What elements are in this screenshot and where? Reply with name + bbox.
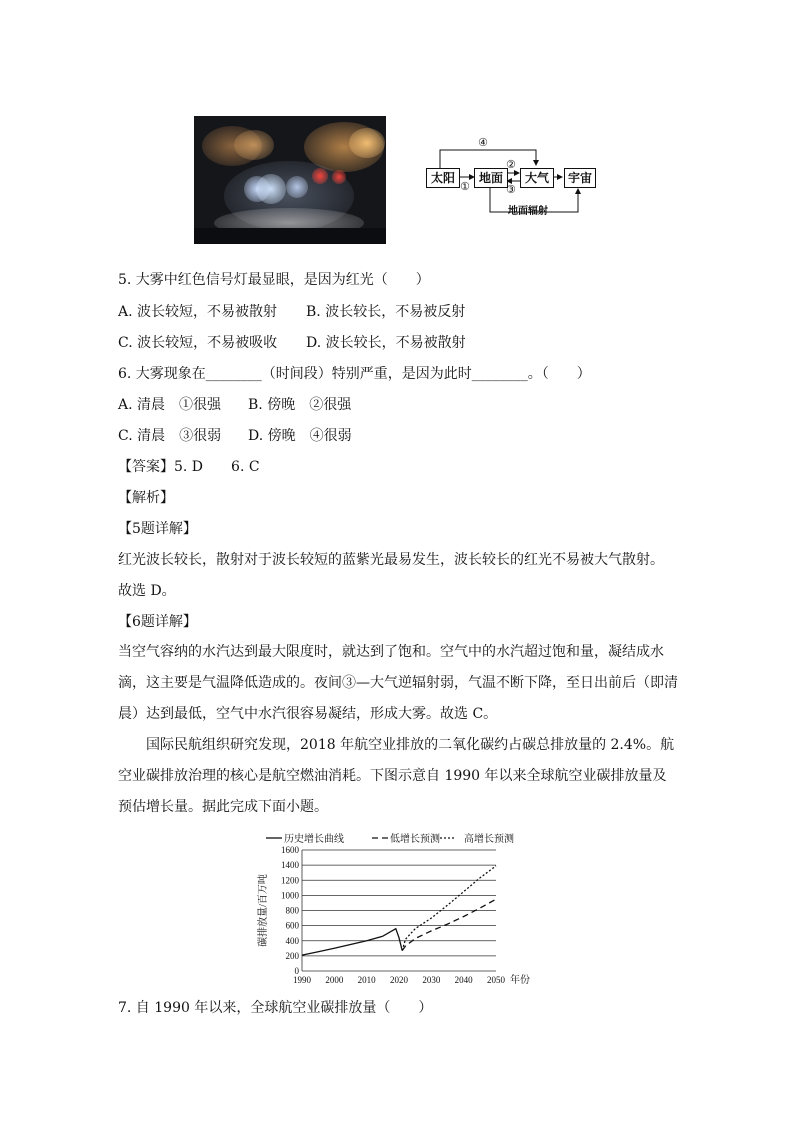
q5-options-row2: [118, 333, 466, 353]
box-atmosphere: 大气: [520, 168, 554, 188]
answer-line: 【答案】5. D 6. C: [118, 459, 260, 475]
y-tick-label: 1600: [281, 845, 299, 855]
x-axis-label: 年份: [510, 975, 530, 986]
y-tick-label: 800: [285, 905, 299, 916]
x-tick-label: 2030: [422, 975, 441, 985]
series-line-1: [402, 899, 496, 950]
emissions-chart: [250, 828, 550, 990]
ground-radiation-label: 地面辐射: [508, 206, 548, 217]
q5-detail-label: 【5题详解】: [118, 521, 197, 537]
x-tick-label: 1990: [293, 975, 311, 985]
marker-3: ③: [506, 183, 516, 196]
y-tick-label: 1200: [281, 875, 299, 886]
legend-label-1: 低增长预测: [390, 834, 440, 845]
q5-option-d: D. 波长较长，不易被散射: [306, 335, 466, 351]
box-sun: 太阳: [426, 168, 460, 188]
q6-detail-paragraph: 当空气容纳的水汽达到最大限度时，就达到了饱和。空气中的水汽超过饱和量，凝结成水滴，这主要是气温降低造成的。夜间③—大气逆辐射弱，气温不断下降，至日出前后（即清晨）达到最低，空气中水汽很容易凝结，形成大雾。故选 C。: [118, 644, 678, 722]
q6-stem: 6. 大雾现象在________（时间段）特别严重，是因为此时________。（ ）: [118, 366, 591, 382]
x-tick-label: 2000: [325, 975, 344, 985]
q6-option-b: B. 傍晚 ②很强: [248, 397, 352, 413]
y-tick-label: 600: [285, 920, 299, 931]
y-tick-label: 1400: [281, 860, 299, 871]
q6-option-d: D. 傍晚 ④很弱: [248, 428, 352, 444]
q5-option-b: B. 波长较长，不易被反射: [306, 304, 466, 320]
intro-paragraph: 国际民航组织研究发现，2018 年航空业排放的二氧化碳约占碳总排放量的 2.4%。航空业碳排放治理的核心是航空燃油消耗。下图示意自 1990 年以来全球航空业碳排放量及预估增长量。据此完成下面小题。: [118, 737, 675, 815]
y-axis-label: 碳排放量/百万吨: [258, 874, 269, 947]
marker-4: ④: [478, 136, 488, 149]
legend-label-0: 历史增长曲线: [284, 834, 344, 845]
q7-stem: 7. 自 1990 年以来，全球航空业碳排放量（ ）: [118, 1000, 433, 1016]
x-tick-label: 2050: [487, 975, 505, 985]
q6-options-row1: [118, 395, 351, 415]
q5-options-row1: [118, 302, 465, 322]
legend-label-2: 高增长预测: [464, 834, 514, 845]
marker-1: ①: [460, 180, 470, 193]
q6-option-a: A. 清晨 ①很强: [118, 397, 222, 413]
y-tick-label: 0: [294, 966, 299, 976]
q6-option-c: C. 清晨 ③很弱: [118, 428, 222, 444]
q5-detail-line2: 故选 D。: [118, 583, 176, 599]
q5-option-c: C. 波长较短，不易被吸收: [118, 335, 278, 351]
series-line-0: [302, 929, 402, 955]
q5-stem: 5. 大雾中红色信号灯最显眼，是因为红光（ ）: [118, 272, 430, 288]
x-tick-label: 2020: [390, 975, 408, 985]
y-tick-label: 200: [285, 950, 299, 961]
analysis-label: 【解析】: [118, 490, 174, 506]
box-ground: 地面: [474, 168, 508, 188]
x-tick-label: 2040: [454, 975, 473, 985]
box-space: 宇宙: [564, 168, 596, 188]
q6-options-row2: [118, 426, 352, 446]
q6-detail-label: 【6题详解】: [118, 614, 197, 630]
series-line-2: [402, 866, 496, 951]
q5-option-a: A. 波长较短，不易被散射: [118, 304, 278, 320]
marker-2: ②: [506, 158, 516, 171]
heat-flow-diagram: [420, 132, 600, 222]
q5-detail-line1: 红光波长较长，散射对于波长较短的蓝紫光最易发生，波长较长的红光不易被大气散射。: [118, 552, 664, 568]
foggy-street-photo: [194, 116, 386, 244]
y-tick-label: 1000: [281, 890, 299, 901]
x-tick-label: 2010: [357, 975, 376, 985]
y-tick-label: 400: [285, 935, 299, 946]
